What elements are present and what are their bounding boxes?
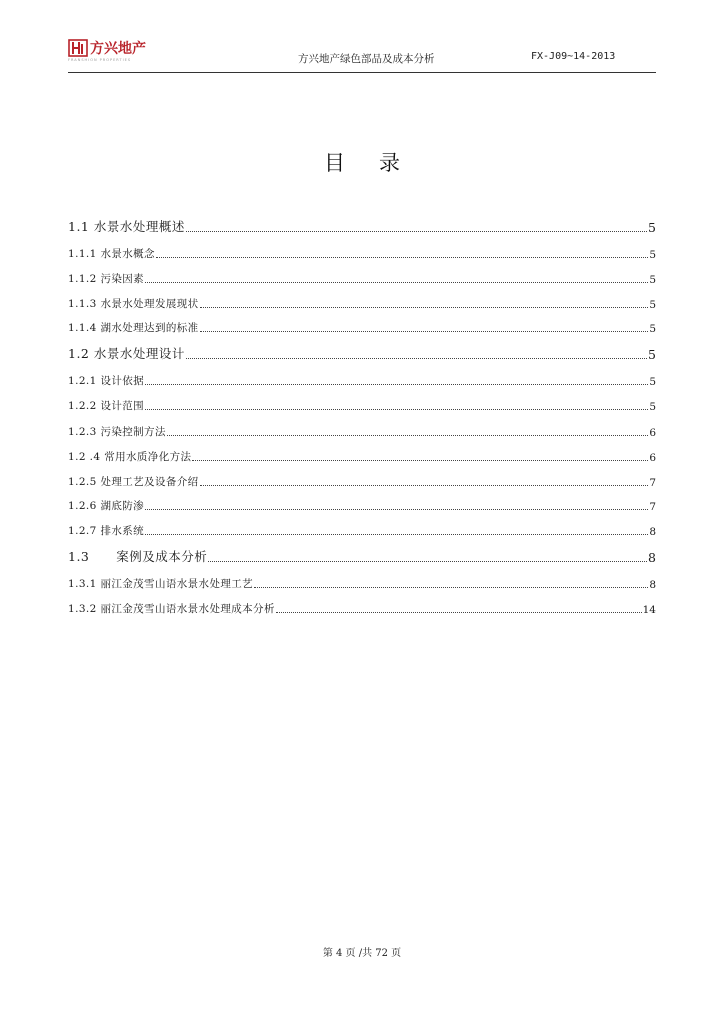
toc-entry-page: 5 [649,274,656,286]
toc-leader [186,231,647,232]
toc-leader [254,587,648,588]
toc-leader [192,460,648,461]
toc-entry-label: 1.2.6 湖底防渗 [68,500,145,512]
toc-entry-page: 5 [648,220,656,235]
toc-entry[interactable] [68,424,656,439]
logo-text: 方兴地产 [90,41,146,57]
toc-title [0,147,724,177]
toc-entry-page: 6 [649,427,656,439]
toc-entry[interactable] [68,271,656,286]
document-title: 方兴地产绿色部品及成本分析 [298,53,435,65]
toc-leader [145,384,648,385]
document-code: FX-J09~14-2013 [531,51,616,62]
toc-entry-label: 1.1.1 水景水概念 [68,248,155,260]
toc-entry[interactable] [68,344,656,362]
toc-entry-label: 1.2.1 设计依据 [68,375,145,387]
toc-entry-page: 5 [649,323,656,335]
toc-entry-page: 14 [642,604,656,616]
toc-entry-page: 8 [649,579,656,591]
toc-entry[interactable] [68,296,656,311]
logo-subtitle: FRANSHION PROPERTIES [68,58,132,62]
toc-leader [145,534,648,535]
toc-title-char: 录 [379,151,400,175]
toc-entry-label: 1.2 水景水处理设计 [68,346,185,361]
toc-entry-label: 1.3.2 丽江金茂雪山语水景水处理成本分析 [68,603,275,615]
toc-entry-page: 7 [649,477,656,489]
toc-entry[interactable] [68,449,656,464]
toc-leader [200,307,649,308]
toc-entry-label: 1.3 案例及成本分析 [68,549,208,564]
toc-entry-label: 1.3.1 丽江金茂雪山语水景水处理工艺 [68,578,254,590]
toc-entry-label: 1.1.4 湖水处理达到的标准 [68,322,199,334]
toc-leader [156,257,648,258]
toc-leader [145,509,648,510]
toc-leader [145,282,648,283]
toc-entry-label: 1.2 .4 常用水质净化方法 [68,451,192,463]
toc-entry-label: 1.1.3 水景水处理发展现状 [68,298,199,310]
toc-entry-label: 1.2.3 污染控制方法 [68,426,166,438]
toc-entry-label: 1.1 水景水处理概述 [68,219,185,234]
toc-entry-page: 5 [649,249,656,261]
toc-entry-page: 7 [649,501,656,513]
toc-entry[interactable] [68,320,656,335]
toc-entry-label: 1.2.7 排水系统 [68,525,145,537]
logo-mark-icon [68,38,88,58]
toc-leader [276,612,642,613]
toc-entry[interactable] [68,523,656,538]
toc-entry[interactable] [68,576,656,591]
toc-entry[interactable] [68,498,656,513]
toc-entry-page: 5 [648,347,656,362]
toc-entry[interactable] [68,601,656,616]
toc-leader [200,485,649,486]
toc-entry-page: 5 [649,376,656,388]
toc-leader [186,358,647,359]
toc-entry-page: 8 [648,550,656,565]
toc-entry-page: 8 [649,526,656,538]
company-logo [68,38,148,64]
toc-leader [167,435,648,436]
toc-entry-page: 5 [649,299,656,311]
toc-leader [208,561,647,562]
toc-entry-label: 1.1.2 污染因素 [68,273,145,285]
toc-entry[interactable] [68,474,656,489]
toc-entry-page: 6 [649,452,656,464]
toc-entry-page: 5 [649,401,656,413]
toc-entry[interactable] [68,246,656,261]
toc-entry-label: 1.2.5 处理工艺及设备介绍 [68,476,199,488]
toc-entry[interactable] [68,217,656,235]
toc-entry[interactable] [68,398,656,413]
page-number: 第 4 页 /共 72 页 [322,948,402,959]
toc-entry[interactable] [68,547,656,565]
toc-entry[interactable] [68,373,656,388]
toc-leader [145,409,648,410]
header-divider [68,72,656,73]
toc-leader [200,331,649,332]
toc-title-char: 目 [324,151,345,175]
toc-entry-label: 1.2.2 设计范围 [68,400,145,412]
